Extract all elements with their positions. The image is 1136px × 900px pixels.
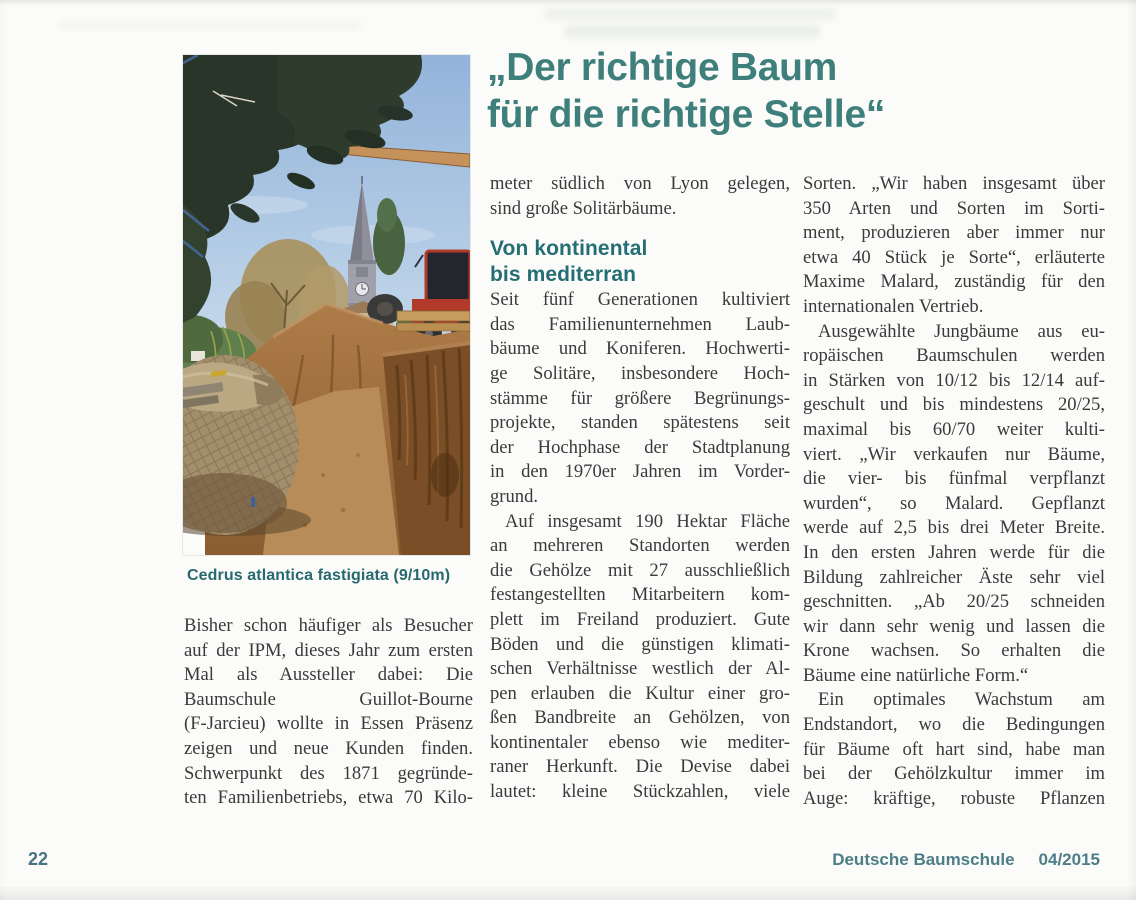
body-text-line: Auf insgesamt 190 Hektar Fläche [505, 510, 790, 532]
body-text-line: sind große Solitärbäume. [490, 197, 677, 219]
scan-edge-bottom [0, 887, 1136, 900]
body-text-line: 350 Arten und Sorten im Sorti- [803, 197, 1105, 219]
body-text-line: projekte, standen spätestens seit [490, 412, 790, 434]
body-text-line: Ausgewählte Jungbäume aus eu- [818, 320, 1105, 342]
body-text-line: Seit fünf Generationen kultiviert [490, 289, 790, 311]
body-text-line: Bildung zahlreicher Äste sehr viel [803, 566, 1105, 588]
body-text-line: bei der Gehölzkultur immer im [803, 763, 1105, 785]
body-text-line: grund. [490, 485, 539, 507]
body-text-line: kontinentaler ebenso wie mediter- [490, 731, 790, 753]
body-text-line: geschnitten. „Ab 20/25 schneiden [803, 591, 1105, 613]
body-text-line: pen erlauben die Kultur einer gro- [490, 682, 790, 704]
body-text-line: in den 1970er Jahren im Vorder- [490, 461, 790, 483]
body-text-line: Böden und die günstigen klimati- [490, 633, 790, 655]
footer-issue: 04/2015 [1038, 850, 1100, 869]
body-text-line: etwa 40 Stück je Sorte“, erläuterte [803, 246, 1105, 268]
body-text-line: meter südlich von Lyon gelegen, [490, 173, 790, 194]
body-text-line: geschult und bis mindestens 20/25, [803, 394, 1105, 416]
scan-edge-right [1127, 0, 1136, 900]
body-text-line: Bisher schon häufiger als Besucher [184, 615, 473, 636]
body-text-line: wir dann sehr wenig und lassen die [803, 615, 1105, 637]
body-text-line: Krone wachsen. So erhalten die [803, 640, 1105, 662]
body-text-line: das Familienunternehmen Laub- [490, 313, 790, 335]
article-title-line2: für die richtige Stelle“ [487, 93, 886, 136]
body-text-line: Mal als Aussteller dabei: Die [184, 664, 473, 686]
column-right [803, 172, 1105, 811]
body-text-line: in Stärken von 10/12 bis 12/14 auf- [803, 369, 1105, 391]
article-title [487, 44, 1107, 138]
body-text-line: plett im Freiland produziert. Gute [490, 608, 790, 630]
scan-edge-top [0, 0, 1136, 6]
body-text-line: Schwerpunkt des 1871 gegründe- [184, 762, 473, 784]
footer [832, 850, 1100, 870]
article-photo [183, 55, 470, 555]
footer-publication: Deutsche Baumschule [832, 850, 1015, 869]
photo-caption: Cedrus atlantica fastigiata (9/10m) [187, 567, 451, 584]
body-text-line: lautet: kleine Stückzahlen, viele [490, 781, 790, 803]
body-text-line: Endstandort, wo die Bedingungen [803, 714, 1105, 736]
body-text-line: raner Herkunft. Die Devise dabei [490, 756, 790, 778]
body-text-line: Sorten. „Wir haben insgesamt über [803, 173, 1105, 194]
photo-planks [397, 311, 470, 331]
body-text-line: für Bäume oft hart sind, habe man [803, 738, 1105, 760]
paragraph-gap [490, 221, 790, 236]
body-text-line: Maxime Malard, zuständig für den [803, 271, 1105, 293]
bleed-through-text [60, 20, 360, 30]
column-left [184, 614, 473, 811]
body-text-line: an mehreren Standorten werden [490, 535, 790, 557]
body-text-line: wurden“, so Malard. Gepflanzt [803, 492, 1105, 514]
body-text-line: die Gehölze mit 27 ausschließlich [490, 559, 790, 581]
body-text-line: Auge: kräftige, robuste Pflanzen [803, 787, 1105, 809]
bleed-through-text [545, 8, 835, 20]
body-text-line: ment, produzieren aber immer nur [803, 222, 1105, 244]
body-text-line: Ein optimales Wachstum am [818, 689, 1105, 711]
body-text-line: In den ersten Jahren werde für die [803, 541, 1105, 563]
body-text-line: ten Familienbetriebs, etwa 70 Kilo- [184, 787, 473, 809]
scan-edge-left [0, 0, 7, 900]
body-text-line: Bäume eine natürliche Form.“ [803, 664, 1029, 686]
body-text-line: der Hochphase der Stadtplanung [490, 436, 790, 458]
body-text-line: (F-Jarcieu) wollte in Essen Präsenz [184, 713, 473, 735]
body-text-line: festangestellten Mitarbeitern kom- [490, 584, 790, 606]
page-number: 22 [28, 849, 49, 869]
column-middle [490, 172, 790, 805]
bleed-through-text [565, 25, 820, 38]
body-text-line: werde auf 2,5 bis drei Meter Breite. [803, 517, 1105, 539]
body-text-line: maximal bis 60/70 weiter kulti- [803, 418, 1105, 440]
body-text-line: ßen Bandbreite an Gehölzen, von [490, 707, 790, 729]
body-text-line: viert. „Wir verkaufen nur Bäume, [803, 443, 1105, 465]
body-text-line: zeigen und neue Kunden finden. [184, 737, 473, 759]
body-text-line: Baumschule Guillot-Bourne [184, 688, 473, 710]
body-text-line: ge Solitäre, insbesondere Hoch- [490, 362, 790, 384]
body-text-line: die vier- bis fünfmal verpflanzt [803, 468, 1105, 490]
body-text-line: stämme für größere Begrünungs- [490, 387, 790, 409]
section-heading-line: bis mediterran [490, 263, 637, 287]
body-text-line: auf der IPM, dieses Jahr zum ersten [184, 639, 473, 661]
article-title-line1: „Der richtige Baum [487, 46, 838, 89]
body-text-line: bäume und Koniferen. Hochwerti- [490, 338, 790, 360]
body-text-line: ropäischen Baumschulen werden [803, 345, 1105, 367]
body-text-line: schen Verhältnisse westlich der Al- [490, 658, 790, 680]
body-text-line: internationalen Vertrieb. [803, 295, 984, 317]
section-heading-line: Von kontinental [490, 237, 648, 261]
